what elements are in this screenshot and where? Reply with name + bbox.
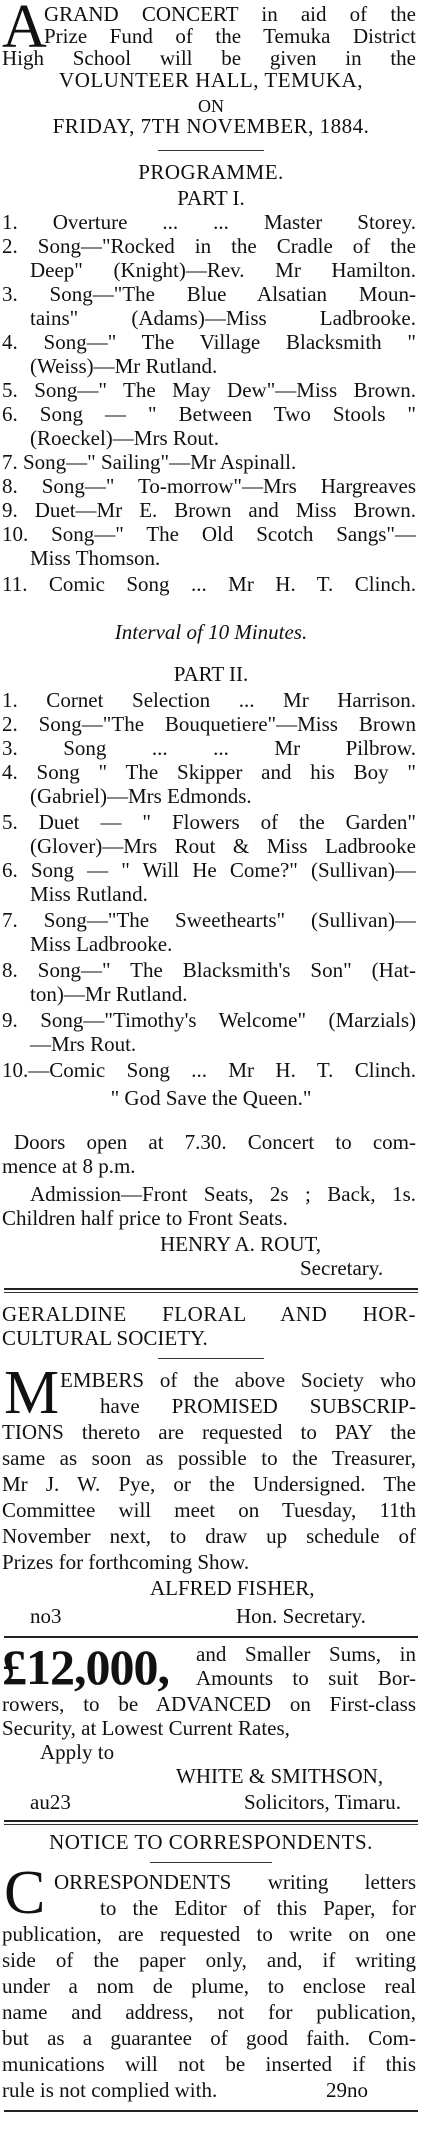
programme-item: 10.—Comic Song ... Mr H. T. Clinch. <box>2 1058 416 1082</box>
programme-item-continued: Miss Thomson. <box>30 546 161 570</box>
floral-title-line-2: CULTURAL SOCIETY. <box>2 1326 208 1350</box>
floral-signatory: ALFRED FISHER, <box>150 1576 315 1600</box>
programme-item-continued: —Mrs Rout. <box>30 1032 137 1056</box>
programme-item: 6. Song — " Will He Come?" (Sullivan)— <box>2 858 416 882</box>
loan-amount: £12,000, <box>2 1639 169 1695</box>
concert-venue: VOLUNTEER HALL, TEMUKA, <box>59 68 363 92</box>
loan-firm: WHITE & SMITHSON, <box>176 1764 384 1788</box>
notice-body-line: but as a guarantee of good faith. Com- <box>2 2026 416 2050</box>
part-two-title: PART II. <box>173 662 249 686</box>
drop-cap-m: M <box>4 1359 60 1427</box>
floral-code: no3 <box>30 1604 62 1628</box>
programme-item: 1. Overture ... ... Master Storey. <box>2 210 416 234</box>
floral-body-line: November next, to draw up schedule of <box>2 1524 416 1548</box>
notice-body-line: side of the paper only, and, if writing <box>2 1948 416 1972</box>
programme-item: 1. Cornet Selection ... Mr Harrison. <box>2 688 416 712</box>
programme-item: 5. Song—" The May Dew"—Miss Brown. <box>2 378 416 402</box>
drop-cap-a: A <box>2 0 47 61</box>
programme-item-continued: Miss Ladbrooke. <box>30 932 173 956</box>
divider <box>150 1862 272 1863</box>
programme-item: 7. Song—" Sailing"—Mr Aspinall. <box>2 450 297 474</box>
concert-on: ON <box>198 96 224 116</box>
divider <box>158 150 264 151</box>
programme-title: PROGRAMME. <box>138 160 284 184</box>
notice-body-line: rule is not complied with. <box>2 2078 218 2102</box>
section-divider <box>4 1288 418 1290</box>
part-one-title: PART I. <box>177 186 245 210</box>
admission-line-1: Admission—Front Seats, 2s ; Back, 1s. <box>30 1182 416 1206</box>
floral-body-line: EMBERS of the above Society who <box>60 1368 416 1392</box>
programme-item-continued: tains" (Adams)—Miss Ladbrooke. <box>30 306 416 330</box>
interval-note: Interval of 10 Minutes. <box>114 620 308 644</box>
floral-body-line: Prizes for forthcoming Show. <box>2 1550 250 1574</box>
notice-body-line: publication, are requested to write on one <box>2 1922 416 1946</box>
floral-body-line: Committee will meet on Tuesday, 11th <box>2 1498 416 1522</box>
section-divider <box>4 1820 418 1822</box>
admission-line-2: Children half price to Front Seats. <box>2 1206 288 1230</box>
programme-item: 6. Song — " Between Two Stools " <box>2 402 416 426</box>
programme-item-continued: ton)—Mr Rutland. <box>30 982 188 1006</box>
loan-text-line: rowers, to be ADVANCED on First-class <box>2 1692 416 1716</box>
programme-item: 2. Song—"Rocked in the Cradle of the <box>2 234 416 258</box>
concert-date: FRIDAY, 7TH NOVEMBER, 1884. <box>52 114 370 138</box>
notice-body-line: munications will not be inserted if this <box>2 2052 416 2076</box>
notice-title: NOTICE TO CORRESPONDENTS. <box>49 1830 373 1854</box>
programme-item: 7. Song—"The Sweethearts" (Sullivan)— <box>2 908 416 932</box>
programme-item-continued: (Weiss)—Mr Rutland. <box>30 354 218 378</box>
notice-code: 29no <box>326 2078 368 2102</box>
loan-text-line: and Smaller Sums, in <box>196 1642 416 1666</box>
doors-line-1: Doors open at 7.30. Concert to com- <box>14 1130 416 1154</box>
drop-cap-c: C <box>4 1859 46 1927</box>
programme-item: 10. Song—" The Old Scotch Sangs"— <box>2 522 416 546</box>
programme-item: 3. Song—"The Blue Alsatian Moun- <box>2 282 416 306</box>
programme-item: 9. Song—"Timothy's Welcome" (Marzials) <box>2 1008 416 1032</box>
loan-firm-title: Solicitors, Timaru. <box>244 1790 401 1814</box>
programme-item: 4. Song—" The Village Blacksmith " <box>2 330 416 354</box>
loan-text-line: Amounts to suit Bor- <box>196 1666 416 1690</box>
concert-intro-line-1: GRAND CONCERT in aid of the <box>44 2 416 26</box>
notice-body-line: name and address, not for publication, <box>2 2000 416 2024</box>
programme-item: 4. Song " The Skipper and his Boy " <box>2 760 416 784</box>
floral-title-line-1: GERALDINE FLORAL AND HOR- <box>2 1302 416 1326</box>
programme-item: 9. Duet—Mr E. Brown and Miss Brown. <box>2 498 416 522</box>
signatory-name: HENRY A. ROUT, <box>160 1232 322 1256</box>
programme-item: 3. Song ... ... Mr Pilbrow. <box>2 736 416 760</box>
anthem: " God Save the Queen." <box>110 1086 312 1110</box>
section-divider <box>4 1636 418 1638</box>
notice-body-line: under a nom de plume, to enclose real <box>2 1974 416 1998</box>
loan-text-line: Security, at Lowest Current Rates, <box>2 1716 290 1740</box>
loan-apply: Apply to <box>40 1740 115 1764</box>
section-divider <box>4 2110 418 2112</box>
programme-item: 11. Comic Song ... Mr H. T. Clinch. <box>2 572 416 596</box>
floral-body-line: same as soon as possible to the Treasurer, <box>2 1446 416 1470</box>
doors-line-2: mence at 8 p.m. <box>2 1154 136 1178</box>
programme-item-continued: Deep" (Knight)—Rev. Mr Hamilton. <box>30 258 416 282</box>
loan-code: au23 <box>30 1790 71 1814</box>
notice-body-line: to the Editor of this Paper, for <box>100 1896 416 1920</box>
floral-body-line: Mr J. W. Pye, or the Undersigned. The <box>2 1472 416 1496</box>
programme-item: 8. Song—" The Blacksmith's Son" (Hat- <box>2 958 416 982</box>
programme-item: 5. Duet — " Flowers of the Garden" <box>2 810 416 834</box>
programme-item-continued: (Roeckel)—Mrs Rout. <box>30 426 219 450</box>
programme-item-continued: (Glover)—Mrs Rout & Miss Ladbrooke <box>30 834 416 858</box>
notice-body-line: ORRESPONDENTS writing letters <box>54 1870 416 1894</box>
concert-intro-line-3: High School will be given in the <box>2 46 416 70</box>
programme-item: 8. Song—" To-morrow"—Mrs Hargreaves <box>2 474 416 498</box>
programme-item-continued: Miss Rutland. <box>30 882 148 906</box>
floral-signatory-title: Hon. Secretary. <box>236 1604 366 1628</box>
signatory-title: Secretary. <box>300 1256 384 1280</box>
programme-item: 2. Song—"The Bouquetiere"—Miss Brown <box>2 712 416 736</box>
concert-intro-line-2: Prize Fund of the Temuka District <box>44 24 416 48</box>
floral-body-line: have PROMISED SUBSCRIP- <box>100 1394 416 1418</box>
section-divider <box>4 1824 418 1825</box>
section-divider <box>4 1292 418 1293</box>
programme-item-continued: (Gabriel)—Mrs Edmonds. <box>30 784 252 808</box>
floral-body-line: TIONS thereto are requested to PAY the <box>2 1420 416 1444</box>
divider <box>158 1358 264 1359</box>
